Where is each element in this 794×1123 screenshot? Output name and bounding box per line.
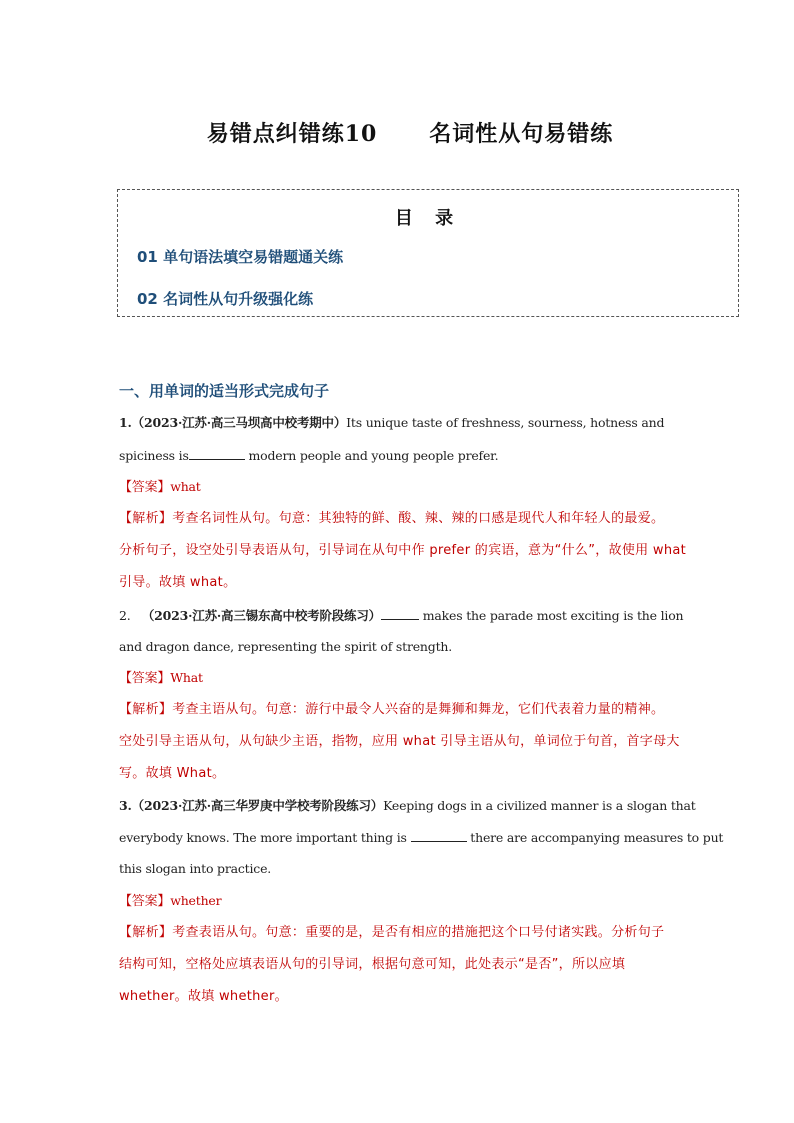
question-text: makes the parade most exciting is the lion [418, 608, 684, 623]
answer-blank [189, 447, 245, 460]
question-1-line-2 [119, 447, 498, 464]
toc-item-02[interactable]: 02 名词性从句升级强化练 [137, 290, 314, 308]
analysis-label: 【解析】 [119, 702, 173, 717]
answer-blank [411, 829, 467, 842]
question-source: （2023·江苏·高三锡东高中校考阶段练习） [141, 608, 381, 623]
answer-line [119, 479, 201, 496]
question-text: everybody knows. The more important thing is [119, 830, 411, 845]
question-number: 2. [119, 608, 131, 623]
toc-item-01[interactable]: 01 单句语法填空易错题通关练 [137, 248, 344, 266]
question-number: 3. [119, 798, 132, 813]
answer-line [119, 893, 221, 910]
analysis-line: whether。故填 whether。 [119, 989, 288, 1004]
question-2-line-2: and dragon dance, representing the spirit of strength. [119, 639, 453, 654]
answer-label: 【答案】 [119, 894, 171, 909]
question-text: Its unique taste of freshness, sourness, hotness and [346, 415, 665, 430]
analysis-line [119, 925, 664, 941]
table-of-contents [117, 189, 739, 317]
analysis-text: 考查名词性从句。句意：其独特的鲜、酸、辣、辣的口感是现代人和年轻人的最爱。 [172, 511, 665, 526]
analysis-text: 考查主语从句。句意：游行中最令人兴奋的是舞狮和舞龙，它们代表着力量的精神。 [172, 702, 665, 717]
question-3-line-1 [119, 798, 696, 814]
analysis-line: 分析句子，设空处引导表语从句，引导词在从句中作 prefer 的宾语，意为“什么”，故使用 what [119, 543, 687, 558]
analysis-label: 【解析】 [119, 925, 173, 940]
analysis-label: 【解析】 [119, 511, 173, 526]
answer-value: what [170, 479, 201, 494]
answer-label: 【答案】 [119, 671, 171, 686]
toc-heading: 目 录 [394, 208, 462, 229]
analysis-line: 空处引导主语从句，从句缺少主语，指物，应用 what 引导主语从句，单词位于句首，首字母大 [119, 734, 680, 749]
page-title: 易错点纠错练10 名词性从句易错练 [206, 121, 614, 147]
question-text: spiciness is [119, 448, 189, 463]
analysis-line: 引导。故填 what。 [119, 575, 237, 590]
question-3-line-3: this slogan into practice. [119, 861, 272, 876]
answer-value: What [170, 670, 203, 685]
question-text: Keeping dogs in a civilized manner is a slogan that [383, 798, 696, 813]
analysis-line: 写。故填 What。 [119, 766, 226, 781]
answer-blank [381, 607, 419, 620]
question-3-line-2 [119, 829, 723, 846]
analysis-text: 考查表语从句。句意：重要的是，是否有相应的措施把这个口号付诸实践。分析句子 [172, 925, 665, 940]
question-2-line-1 [119, 607, 683, 624]
answer-line [119, 670, 203, 687]
question-source: （2023·江苏·高三马坝高中校考期中） [131, 415, 347, 430]
section-heading: 一、用单词的适当形式完成句子 [119, 382, 330, 400]
question-source: （2023·江苏·高三华罗庚中学校考阶段练习） [131, 798, 384, 813]
analysis-line [119, 511, 664, 527]
answer-value: whether [170, 893, 222, 908]
question-number: 1. [119, 415, 132, 430]
question-text: there are accompanying measures to put [466, 830, 724, 845]
question-1-line-1 [119, 415, 664, 431]
analysis-line [119, 702, 664, 718]
question-text: modern people and young people prefer. [244, 448, 499, 463]
analysis-line: 结构可知，空格处应填表语从句的引导词，根据句意可知，此处表示“是否”，所以应填 [119, 957, 626, 972]
answer-label: 【答案】 [119, 480, 171, 495]
